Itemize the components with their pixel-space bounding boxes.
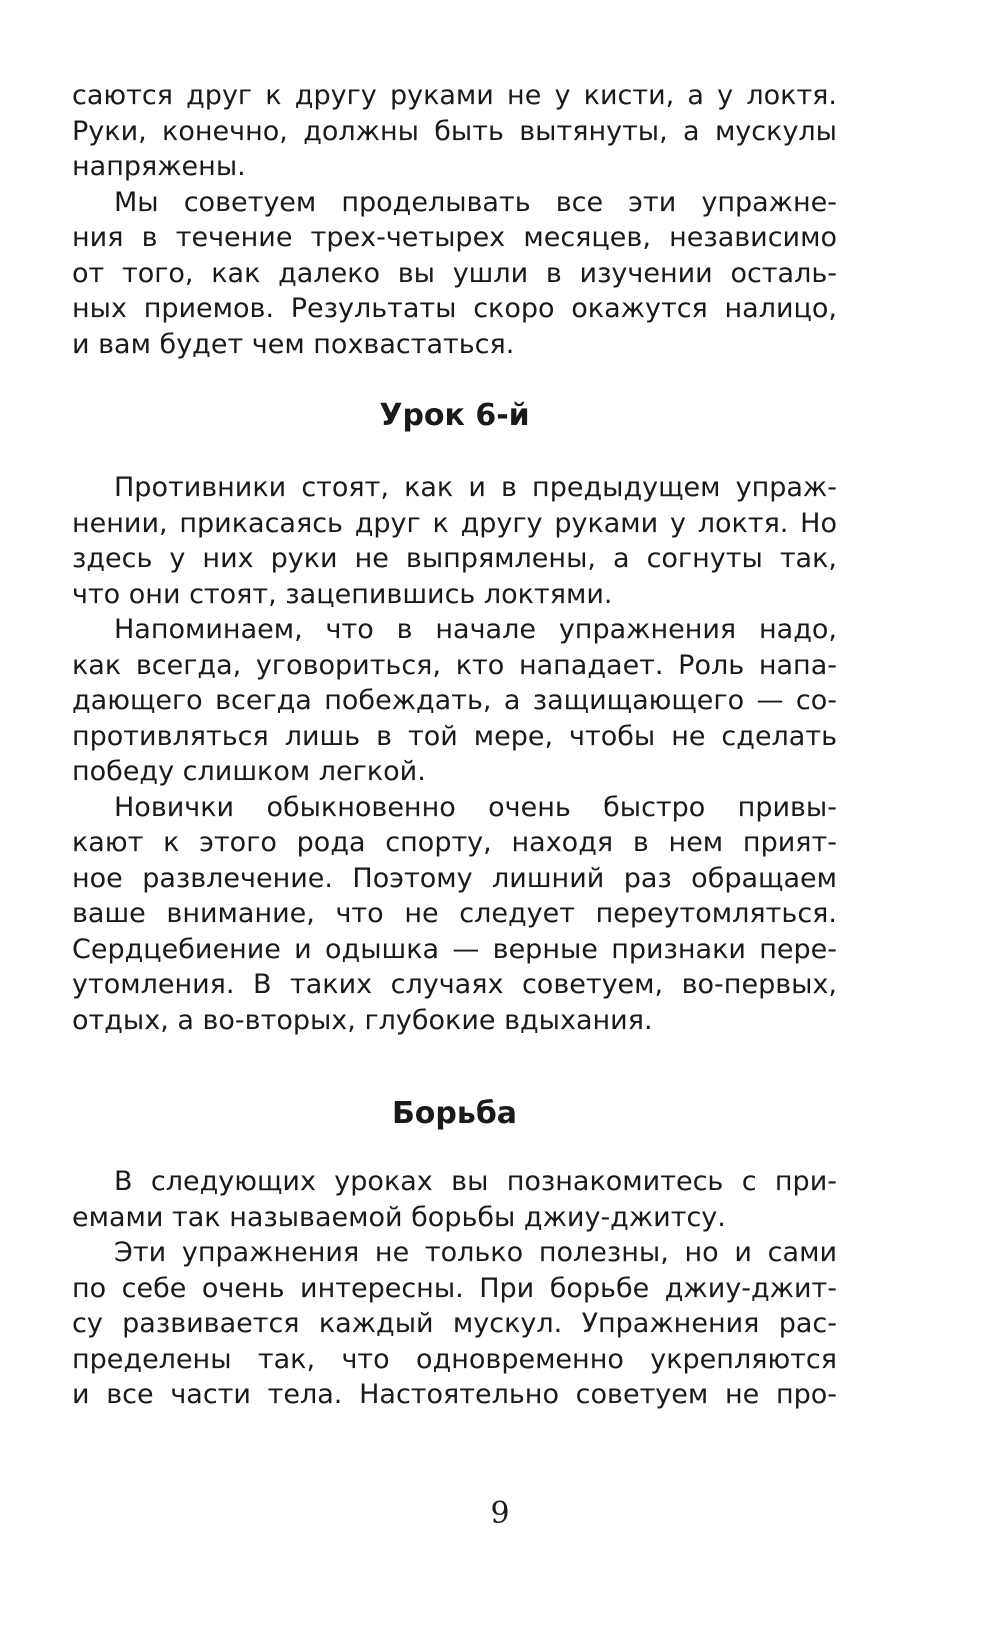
- text-line: и вам будет чем похвастаться.: [72, 328, 515, 360]
- text-line: Новички обыкновенно очень быстро привы-: [114, 791, 837, 823]
- paragraph-5: [72, 790, 837, 1039]
- paragraph-3: [72, 470, 837, 612]
- page-number: 9: [490, 1496, 510, 1531]
- text-line: и все части тела. Настоятельно советуем не про-: [72, 1379, 837, 1410]
- text-line: емами так называемой борьбы джиу-джитсу.: [72, 1201, 726, 1233]
- paragraph-7: [72, 1235, 837, 1413]
- text-line: Напоминаем, что в начале упражнения надо,: [114, 614, 837, 645]
- text-line: победу слишком легкой.: [72, 756, 426, 787]
- paragraph-1: [72, 78, 837, 185]
- section-heading-wrestling: Борьба: [391, 1096, 518, 1131]
- text-line: ваше внимание, что не следует переутомляться.: [72, 898, 837, 929]
- text-line: кают к этого рода спорту, находя в нем прият-: [72, 827, 837, 858]
- text-line: Эти упражнения не только полезны, но и сами: [114, 1237, 837, 1268]
- text-line: пределены так, что одновременно укрепляются: [72, 1343, 837, 1375]
- text-line: от того, как далеко вы ушли в изучении осталь-: [72, 257, 837, 289]
- section-heading-lesson-6: Урок 6-й: [379, 398, 530, 433]
- text-line: ное развлечение. Поэтому лишний раз обращаем: [72, 862, 837, 894]
- text-line: по себе очень интересны. При борьбе джиу-джит-: [72, 1272, 837, 1304]
- paragraph-2: [72, 185, 837, 363]
- text-line: противляться лишь в той мере, чтобы не сделать: [72, 720, 837, 752]
- text-line: дающего всегда побеждать, а защищающего — со-: [72, 685, 837, 716]
- text-line: отдых, а во-вторых, глубокие вдыхания.: [72, 1004, 653, 1036]
- text-line: ния в течение трех-четырех месяцев, независимо: [72, 222, 837, 253]
- text-line: Руки, конечно, должны быть вытянуты, а мускулы: [72, 115, 837, 147]
- text-line: напряжены.: [72, 151, 246, 182]
- text-column: [72, 78, 837, 1413]
- text-line: утомления. В таких случаях советуем, во-первых,: [72, 969, 837, 1000]
- text-line: саются друг к другу руками не у кисти, а у локтя.: [72, 80, 837, 111]
- text-line: В следующих уроках вы познакомитесь с при-: [114, 1166, 837, 1197]
- text-line: су развивается каждый мускул. Упражнения рас-: [72, 1308, 837, 1339]
- text-line: ных приемов. Результаты скоро окажутся налицо,: [72, 293, 837, 324]
- paragraph-4: [72, 612, 837, 790]
- text-line: как всегда, уговориться, кто нападает. Роль напа-: [72, 649, 837, 681]
- text-line: Сердцебиение и одышка — верные признаки пере-: [72, 933, 837, 965]
- text-line: Мы советуем проделывать все эти упражне-: [114, 186, 837, 218]
- text-line: что они стоят, зацепившись локтями.: [72, 578, 613, 610]
- text-line: нении, прикасаясь друг к другу руками у локтя. Но: [72, 507, 837, 539]
- text-line: здесь у них руки не выпрямлены, а согнуты так,: [72, 543, 837, 574]
- text-line: Противники стоят, как и в предыдущем упраж-: [114, 472, 837, 503]
- paragraph-6: [72, 1164, 837, 1235]
